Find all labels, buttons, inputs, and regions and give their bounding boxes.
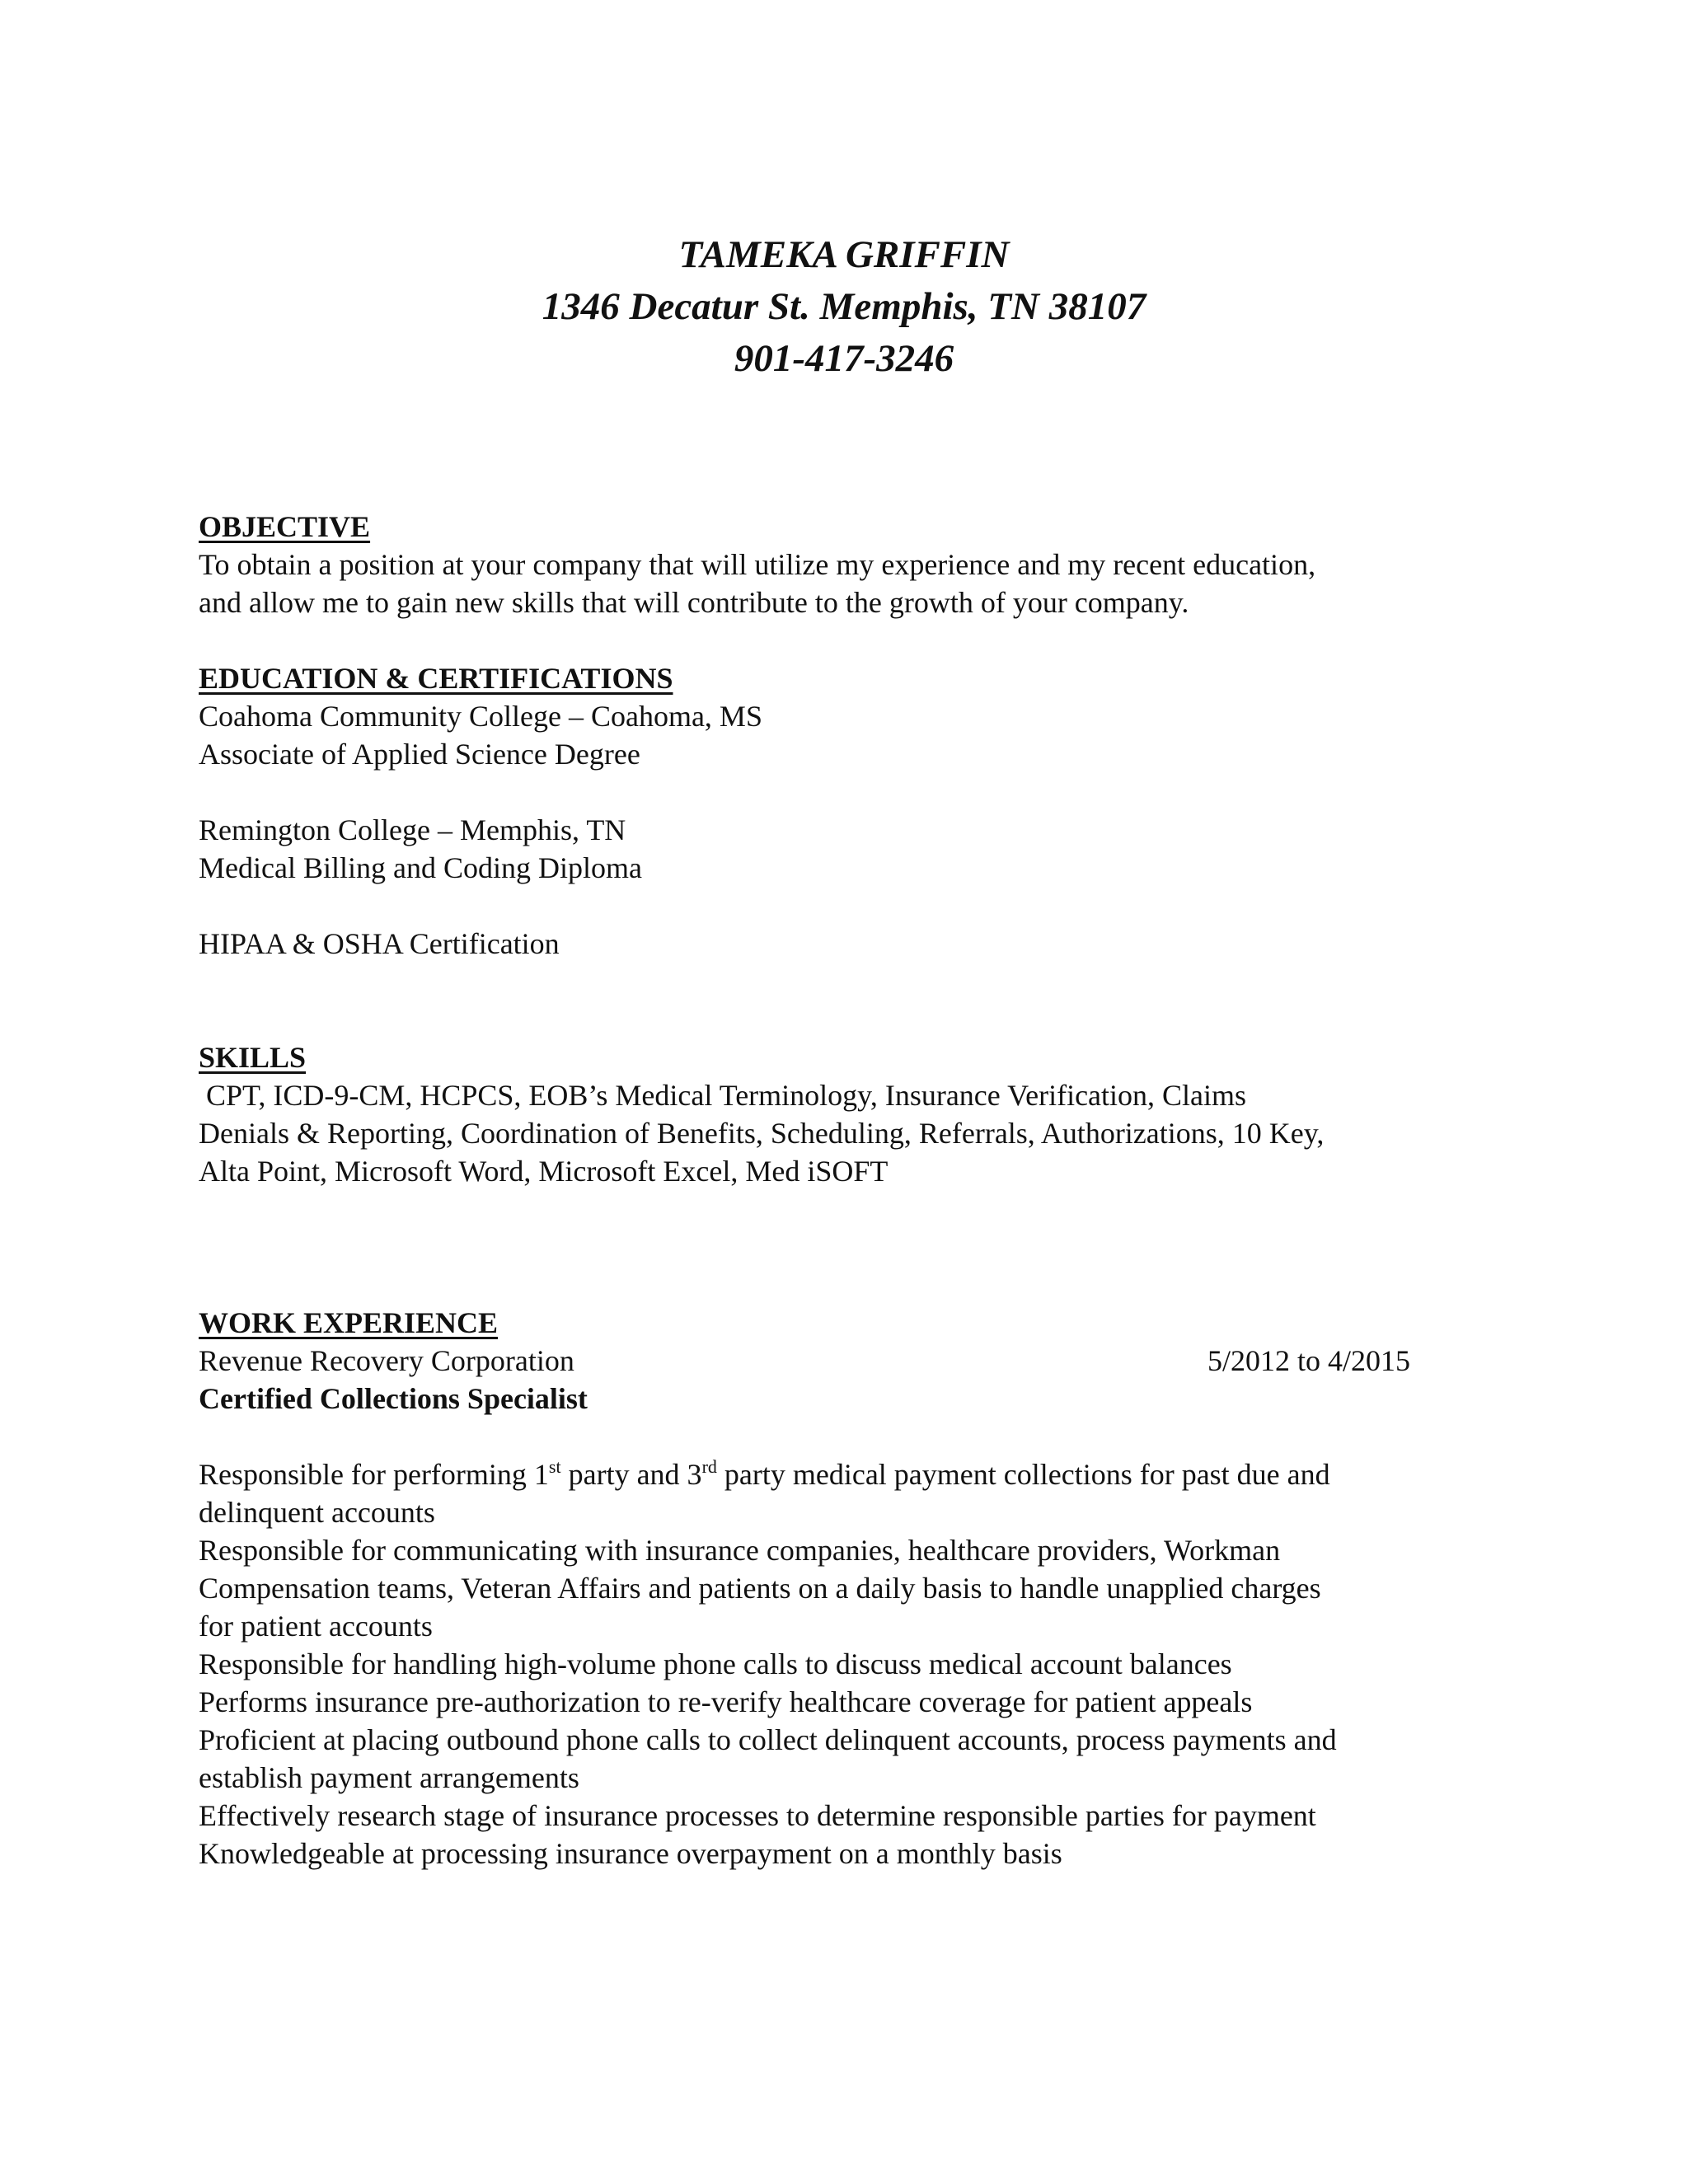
- work-employer: Revenue Recovery Corporation: [199, 1344, 574, 1377]
- work-duty: Knowledgeable at processing insurance overpayment on a monthly basis: [199, 1837, 1062, 1870]
- work-duty: for patient accounts: [199, 1610, 433, 1643]
- objective-line: To obtain a position at your company that will utilize my experience and my recent education,: [199, 548, 1316, 581]
- work-duty: [199, 1455, 1484, 1493]
- work-duty: Responsible for communicating with insurance companies, healthcare providers, Workman: [199, 1534, 1281, 1567]
- education-school: Remington College – Memphis, TN: [199, 813, 626, 846]
- work-duty: Performs insurance pre-authorization to re-verify healthcare coverage for patient appeals: [199, 1685, 1253, 1718]
- education-credential: Medical Billing and Coding Diploma: [199, 851, 642, 884]
- education-heading: EDUCATION & CERTIFICATIONS: [199, 662, 673, 695]
- work-employer-row: [199, 1342, 1410, 1380]
- candidate-name: TAMEKA GRIFFIN: [678, 233, 1010, 276]
- candidate-address: 1346 Decatur St. Memphis, TN 38107: [542, 285, 1146, 328]
- education-section: [199, 659, 1484, 963]
- work-heading: WORK EXPERIENCE: [199, 1306, 499, 1339]
- resume-header: [0, 229, 1688, 385]
- ordinal-suffix: st: [548, 1456, 561, 1477]
- education-school: Coahoma Community College – Coahoma, MS: [199, 700, 762, 733]
- work-dates: 5/2012 to 4/2015: [1207, 1344, 1410, 1377]
- work-title: Certified Collections Specialist: [199, 1382, 588, 1415]
- duty-text: party medical payment collections for past due and: [716, 1458, 1330, 1491]
- skills-line: CPT, ICD-9-CM, HCPCS, EOB’s Medical Terminology, Insurance Verification, Claims: [199, 1079, 1247, 1112]
- skills-section: [199, 1038, 1484, 1190]
- work-duty: Responsible for handling high-volume phone calls to discuss medical account balances: [199, 1647, 1232, 1680]
- work-duty: Effectively research stage of insurance processes to determine responsible parties for payment: [199, 1799, 1316, 1832]
- education-certification: HIPAA & OSHA Certification: [199, 927, 560, 960]
- objective-line: and allow me to gain new skills that will contribute to the growth of your company.: [199, 586, 1189, 619]
- work-duty: Compensation teams, Veteran Affairs and patients on a daily basis to handle unapplied charges: [199, 1572, 1321, 1605]
- work-duty: Proficient at placing outbound phone calls to collect delinquent accounts, process payments and: [199, 1723, 1337, 1756]
- skills-heading: SKILLS: [199, 1041, 307, 1074]
- education-credential: Associate of Applied Science Degree: [199, 738, 640, 771]
- candidate-phone: 901-417-3246: [734, 337, 954, 380]
- work-section: [199, 1304, 1484, 1872]
- duty-text: party and 3: [560, 1458, 702, 1491]
- skills-line: Denials & Reporting, Coordination of Benefits, Scheduling, Referrals, Authorizations, 10 Key,: [199, 1117, 1325, 1150]
- objective-heading: OBJECTIVE: [199, 510, 371, 543]
- skills-line: Alta Point, Microsoft Word, Microsoft Excel, Med iSOFT: [199, 1155, 889, 1188]
- duty-text: Responsible for performing 1: [199, 1458, 549, 1491]
- work-duty: delinquent accounts: [199, 1496, 435, 1529]
- ordinal-suffix: rd: [701, 1456, 717, 1477]
- work-duty: establish payment arrangements: [199, 1761, 579, 1794]
- objective-section: [199, 508, 1484, 621]
